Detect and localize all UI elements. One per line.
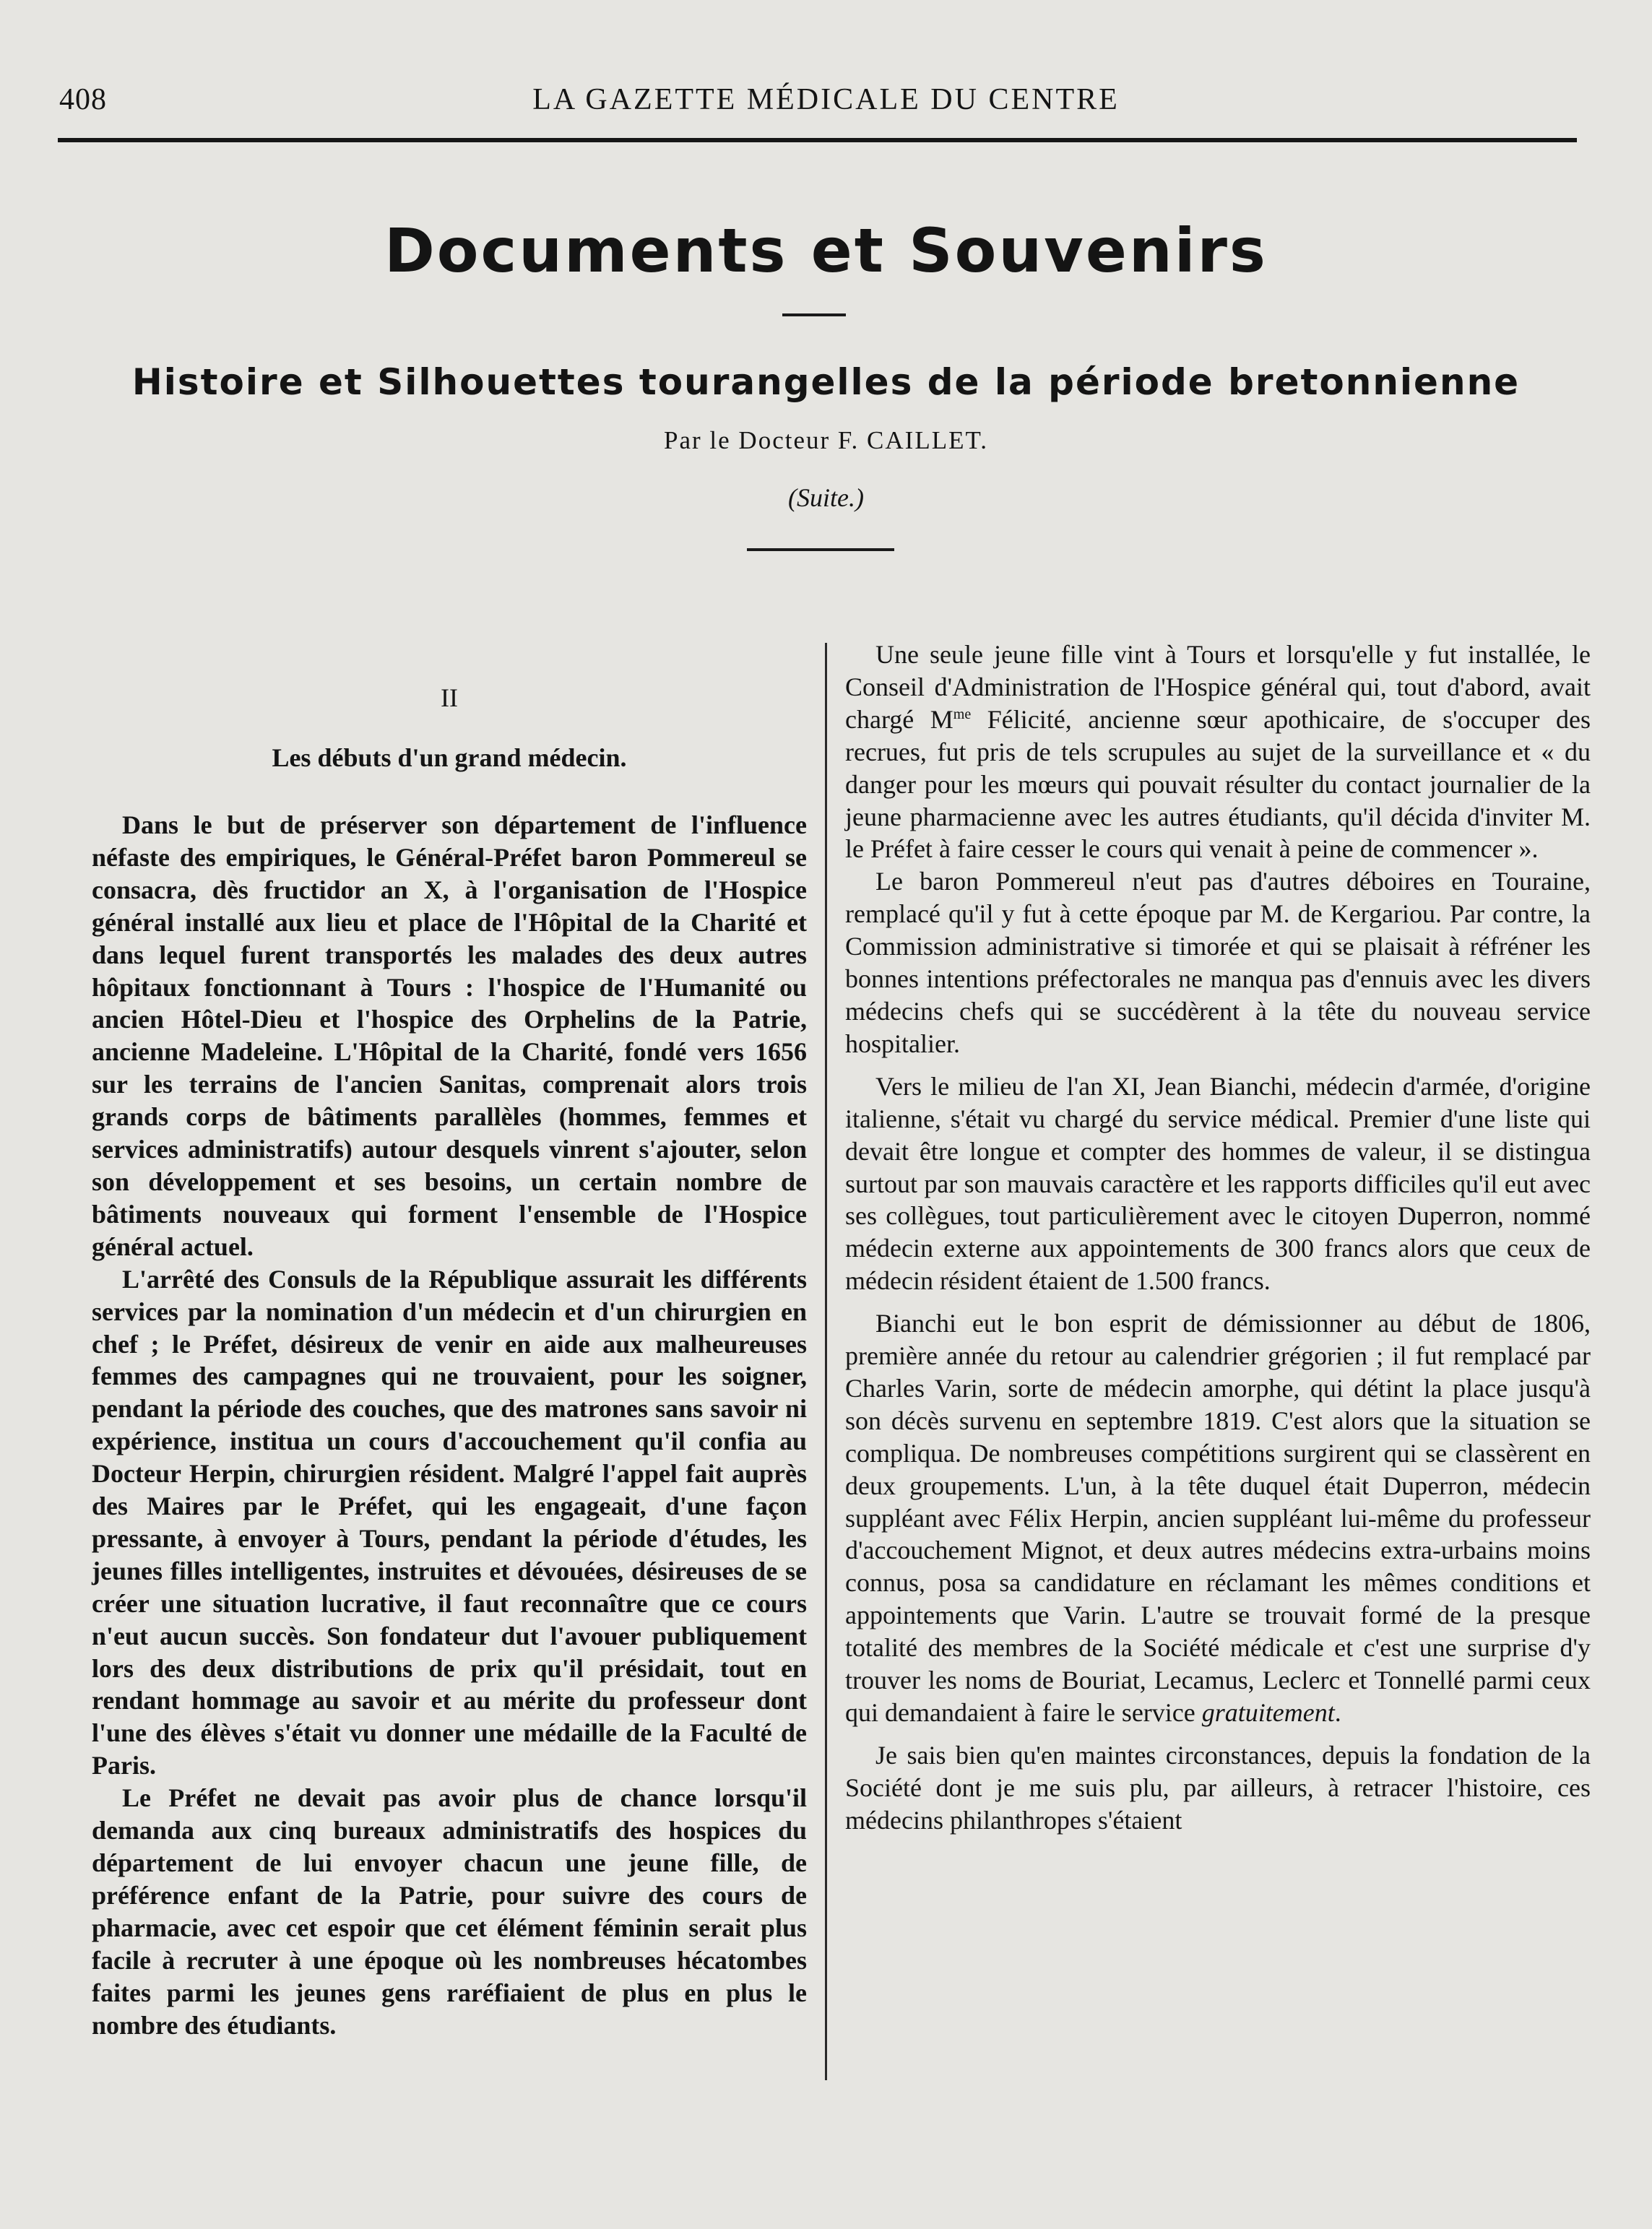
title-abbreviation: me <box>953 706 972 722</box>
left-column <box>92 641 807 2041</box>
running-head: LA GAZETTE MÉDICALE DU CENTRE <box>532 83 1120 116</box>
column-divider <box>825 643 827 2080</box>
title-rule <box>782 313 846 316</box>
header-rule <box>58 138 1577 142</box>
right-column <box>845 639 1591 1837</box>
article-title: Documents et Souvenirs <box>384 215 1268 286</box>
byline-rule <box>747 548 894 551</box>
section-title: Les débuts d'un grand médecin. <box>272 743 627 772</box>
paragraph: Je sais bien qu'en maintes circonstances, depuis la fondation de la Société dont je me suis plu, par ailleurs, à retracer l'histoire, ces médecins philanthropes s'étaient <box>845 1740 1591 1835</box>
paragraph: L'arrêté des Consuls de la République assurait les différents services par la nomination d'un médecin et d'un chirurgien en chef ; le Préfet, désireux de venir en aide aux malheureuses femmes des campagnes qui ne trouvaient, pour les soigner, pendant la période des couches, que des matrones sans savoir ni expérience, institua un cours d'accouchement qu'il confia au Docteur Herpin, chirurgien résident. Malgré l'appel fait auprès des Maires par le Préfet, qui les engageait, d'une façon pressante, à envoyer à Tours, pendant la période d'études, les jeunes filles intelligentes, instruites et dévouées, désireuses de se créer une situation lucrative, il faut reconnaître que ce cours n'eut aucun succès. Son fondateur dut l'avouer publiquement lors des deux distributions de prix qu'il présidait, tout en rendant hommage au savoir et au mérite du professeur dont l'une des élèves s'était vu donner une médaille de la Faculté de Paris. <box>92 1264 807 1780</box>
page-number: 408 <box>59 83 107 116</box>
paragraph: Bianchi eut le bon esprit de démissionner au début de 1806, première année du retour au calendrier grégorien ; il fut remplacé par Charles Varin, sorte de médecin amorphe, qui détint la place jusqu'à son décès survenu en septembre 1819. C'est alors que la situation se compliqua. De nombreuses compétitions surgirent qui se classèrent en deux groupements. L'un, à la tête duquel était Duperron, médecin suppléant avec Félix Herpin, ancien suppléant lui-même du professeur d'accouchement Mignot, et deux autres médecins extra-urbains moins connus, posa sa candidature en réclamant les mêmes conditions et appointements que Varin. L'autre se trouvait formé de la presque totalité des membres de la Société médicale et c'est une surprise d'y trouver les noms de Bouriat, Lecamus, Leclerc et Tonnellé parmi ceux qui demandaient à faire le service gratuitement. <box>845 1309 1591 1727</box>
paragraph: Le Préfet ne devait pas avoir plus de chance lorsqu'il demanda aux cinq bureaux administratifs des hospices du département de lui envoyer chacun une jeune fille, de préférence enfant de la Patrie, pour suivre des cours de pharmacie, avec cet espoir que cet élément féminin serait plus facile à recruter à une époque où les nombreuses hécatombes faites parmi les jeunes gens raréfiaient de plus en plus le nombre des étudiants. <box>92 1783 807 2040</box>
paragraph: Vers le milieu de l'an XI, Jean Bianchi, médecin d'armée, d'origine italienne, s'était vu chargé du service médical. Premier d'une liste qui devait être longue et compter des hommes de valeur, il se distingua surtout par son mauvais caractère et les rapports difficiles qu'il eut avec ses collègues, tout particulièrement avec le citoyen Duperron, nommé médecin externe aux appointements de 300 francs alors que ceux de médecin résident étaient de 1.500 francs. <box>845 1071 1591 1296</box>
continuation-note: (Suite.) <box>788 483 864 512</box>
left-column-body <box>92 809 807 2041</box>
section-number: II <box>441 683 458 712</box>
paragraph: Une seule jeune fille vint à Tours et lorsqu'elle y fut installée, le Conseil d'Administration de l'Hospice général qui, tout d'abord, avait chargé $M^{me}$ Félicité, ancienne sœur apothicaire, de s'occuper des recrues, fut pris de tels scrupules au sujet de la surveillance et « du danger pour les mœurs qui pouvait résulter du contact journalier de la jeune pharmacienne avec les autres étudiants, qu'il décida d'inviter M. le Préfet à faire cesser le cours qui venait à peine de commencer ». <box>845 640 1591 864</box>
article-byline: Par le Docteur F. CAILLET. <box>664 426 988 454</box>
paragraph: Dans le but de préserver son département de l'influence néfaste des empiriques, le Général-Préfet baron Pommereul se consacra, dès fructidor an X, à l'organisation de l'Hospice général installé aux lieu et place de l'Hôpital de la Charité et dans lequel furent transportés les malades des deux autres hôpitaux fonctionnant à Tours : l'hospice de l'Humanité ou ancien Hôtel-Dieu et l'hospice des Orphelins de la Patrie, ancienne Madeleine. L'Hôpital de la Charité, fondé vers 1656 sur les terrains de l'ancien Sanitas, comprenait alors trois grands corps de bâtiments parallèles (hommes, femmes et services administratifs) autour desquels vinrent s'ajouter, selon son développement et ses besoins, un certain nombre de bâtiments nouveaux qui forment l'ensemble de l'Hospice général actuel. <box>92 810 807 1261</box>
article-subtitle: Histoire et Silhouettes tourangelles de la période bretonnienne <box>131 361 1521 403</box>
italic-word: gratuitement <box>1201 1698 1335 1727</box>
paragraph: Le baron Pommereul n'eut pas d'autres déboires en Touraine, remplacé qu'il y fut à cette époque par M. de Kergariou. Par contre, la Commission administrative si timorée et qui se plaisait à réfréner les bonnes intentions préfectorales ne manqua pas d'ennuis avec les divers médecins chefs qui se succédèrent à la tête du nouveau service hospitalier. <box>845 867 1591 1058</box>
